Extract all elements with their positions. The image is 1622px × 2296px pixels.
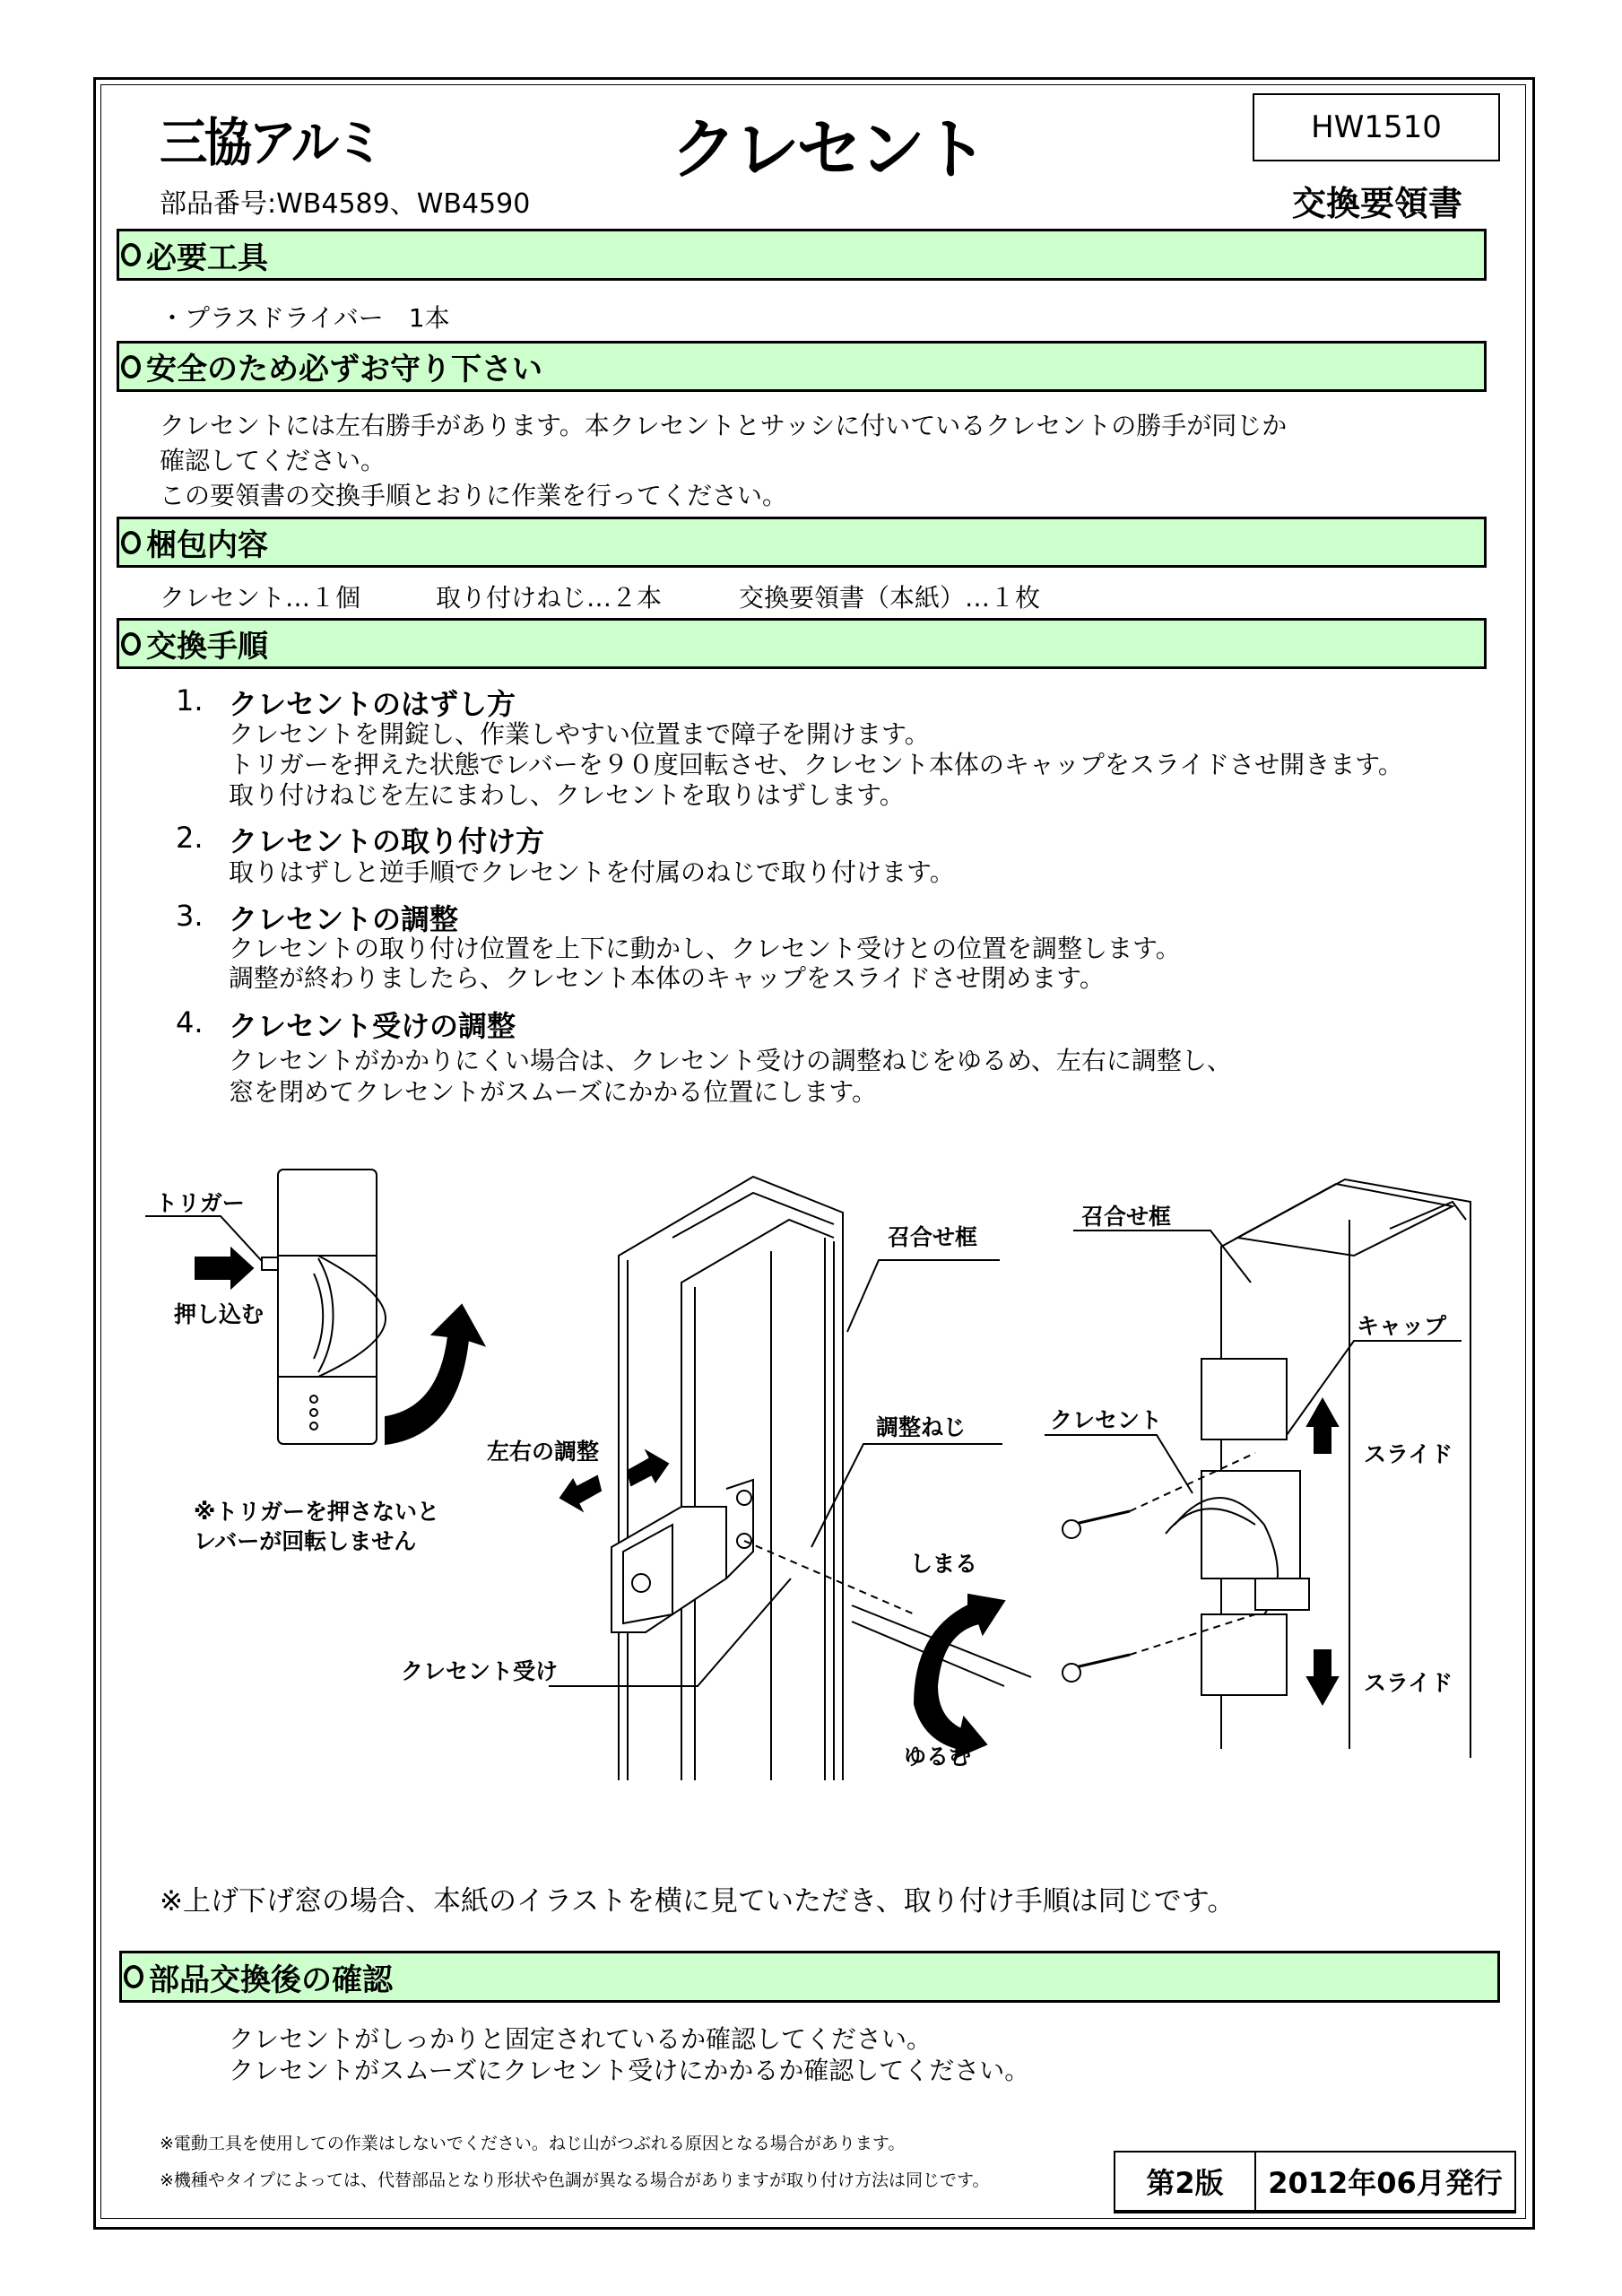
step-line: 取り付けねじを左にまわし、クレセントを取りはずします。 — [229, 780, 905, 810]
label-push: 押し込む — [174, 1301, 265, 1327]
step-title: クレセントのはずし方 — [229, 687, 516, 721]
step-line: クレセントを開錠し、作業しやすい位置まで障子を開けます。 — [229, 719, 930, 749]
label-tighten: しまる — [910, 1551, 978, 1577]
safety-line: 確認してください。 — [160, 446, 386, 475]
step-line: トリガーを押えた状態でレバーを９０度回転させ、クレセント本体のキャップをスライドさせ開きます。 — [229, 750, 1403, 779]
footer-note: ※機種やタイプによっては、代替部品となり形状や色調が異なる場合がありますが取り付け方法は同じです。 — [160, 2170, 990, 2190]
step-line: クレセントの取り付け位置を上下に動かし、クレセント受けとの位置を調整します。 — [229, 934, 1181, 963]
step-title: クレセントの調整 — [229, 902, 459, 936]
step-line: 取りはずしと逆手順でクレセントを付属のねじで取り付けます。 — [229, 857, 955, 887]
step-title: クレセント受けの調整 — [229, 1009, 516, 1043]
label-warning: ※トリガーを押さないと — [194, 1499, 440, 1525]
label-adjust-screw: 調整ねじ — [876, 1414, 967, 1440]
package-item: 取り付けねじ…２本 — [436, 583, 663, 613]
issue-date: 2012年06月発行 — [1268, 2166, 1503, 2200]
frame-with-keeper-figure — [549, 1177, 1031, 1780]
label-keeper: クレセント受け — [401, 1658, 559, 1684]
label-cap: キャップ — [1357, 1313, 1447, 1339]
document-title: クレセント — [671, 111, 984, 188]
check-line: クレセントがスムーズにクレセント受けにかかるか確認してください。 — [229, 2056, 1030, 2085]
label-frame: 召合せ框 — [1081, 1204, 1172, 1230]
label-frame: 召合せ框 — [888, 1224, 978, 1250]
document-type: 交換要領書 — [1292, 184, 1463, 223]
sash-note: ※上げ下げ窓の場合、本紙のイラストを横に見ていただき、取り付け手順は同じです。 — [160, 1885, 1236, 1918]
step-number: 2. — [176, 821, 204, 855]
document-code: HW1510 — [1253, 93, 1500, 161]
label-slide-down: スライド — [1364, 1670, 1453, 1696]
label-lr-adjust: 左右の調整 — [487, 1439, 600, 1465]
label-warning: レバーが回転しません — [194, 1528, 417, 1554]
section-safety-header: 安全のため必ずお守り下さい — [117, 341, 1487, 392]
package-item: 交換要領書（本紙）…１枚 — [739, 583, 1041, 613]
label-slide-up: スライド — [1364, 1441, 1453, 1467]
label-crescent: クレセント — [1050, 1407, 1163, 1433]
package-item: クレセント…１個 — [160, 583, 361, 613]
check-line: クレセントがしっかりと固定されているか確認してください。 — [229, 2024, 932, 2054]
step-line: 窓を閉めてクレセントがスムーズにかかる位置にします。 — [229, 1077, 877, 1107]
company-logo: 三協アルミ — [160, 112, 381, 173]
step-number: 1. — [176, 683, 204, 718]
step-line: 調整が終わりましたら、クレセント本体のキャップをスライドさせ閉めます。 — [229, 963, 1105, 993]
safety-line: クレセントには左右勝手があります。本クレセントとサッシに付いているクレセントの勝手が同じか — [160, 411, 1288, 440]
section-tools-header: 必要工具 — [117, 229, 1487, 281]
part-number: 部品番号:WB4589、WB4590 — [160, 188, 531, 220]
step-line: クレセントがかかりにくい場合は、クレセント受けの調整ねじをゆるめ、左右に調整し、 — [229, 1046, 1232, 1075]
step-number: 4. — [176, 1005, 204, 1039]
label-loosen: ゆるむ — [904, 1744, 972, 1770]
section-procedure-header: 交換手順 — [117, 618, 1487, 669]
edition-box — [1114, 2151, 1516, 2213]
section-check-header: 部品交換後の確認 — [119, 1951, 1500, 2003]
edition-number: 第2版 — [1115, 2152, 1256, 2210]
section-package-header: 梱包内容 — [117, 517, 1487, 568]
step-title: クレセントの取り付け方 — [229, 824, 545, 858]
safety-line: この要領書の交換手順とおりに作業を行ってください。 — [160, 481, 788, 510]
footer-note: ※電動工具を使用しての作業はしないでください。ねじ山がつぶれる原因となる場合があります。 — [160, 2134, 906, 2153]
label-trigger: トリガー — [155, 1190, 245, 1216]
tools-item: ・プラスドライバー 1本 — [160, 303, 450, 333]
step-number: 3. — [176, 899, 204, 933]
